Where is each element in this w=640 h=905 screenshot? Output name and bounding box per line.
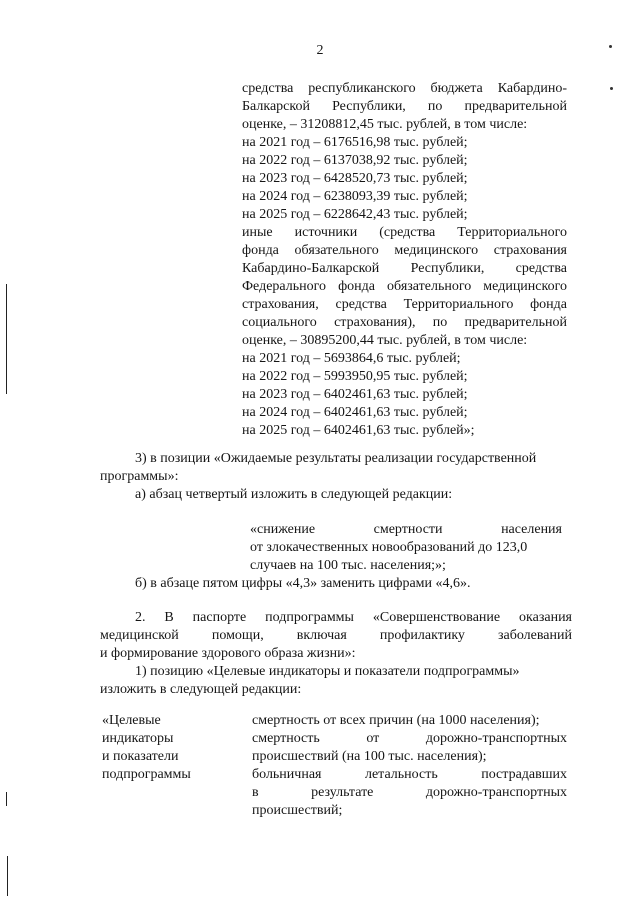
funding-line: на 2023 год – 6428520,73 тыс. рублей;: [242, 171, 468, 186]
funding-block: [242, 80, 567, 450]
funding-line: Кабардино-Балкарской Республики, средства: [242, 261, 567, 276]
item3-sub-a: а) абзац четвертый изложить в следующей редакции:: [135, 487, 453, 502]
funding-line: на 2024 год – 6238093,39 тыс. рублей;: [242, 189, 468, 204]
item3-heading: 3) в позиции «Ожидаемые результаты реализации государственной: [135, 451, 537, 466]
indicators-label-cell: [102, 712, 252, 792]
indicator-line: больничная летальность пострадавших: [252, 767, 567, 782]
scan-speck: [609, 45, 612, 48]
funding-line: на 2023 год – 6402461,63 тыс. рублей;: [242, 387, 468, 402]
funding-line: на 2021 год – 5693864,6 тыс. рублей;: [242, 351, 461, 366]
indicator-line: в результате дорожно-транспортных: [252, 785, 567, 800]
section2-line: и формирование здорового образа жизни»:: [100, 646, 356, 661]
funding-line: на 2025 год – 6228642,43 тыс. рублей;: [242, 207, 468, 222]
funding-line: иные источники (средства Территориального: [242, 225, 567, 240]
section2-line: 1) позицию «Целевые индикаторы и показатели подпрограммы»: [135, 664, 520, 679]
indicators-label: индикаторы: [102, 731, 174, 746]
funding-line: страхования, средства Территориального фонда: [242, 297, 567, 312]
page-number: 2: [316, 43, 324, 58]
indicators-label: и показатели: [102, 749, 179, 764]
funding-line: на 2022 год – 5993950,95 тыс. рублей;: [242, 369, 468, 384]
funding-line: Федерального фонда обязательного медицинского: [242, 279, 567, 294]
funding-line: на 2024 год – 6402461,63 тыс. рублей;: [242, 405, 468, 420]
funding-line: социального страхования), по предварительной: [242, 315, 567, 330]
indicator-line: смертность от дорожно-транспортных: [252, 731, 567, 746]
funding-line: Балкарской Республики, по предварительной: [242, 99, 567, 114]
scan-speck: [610, 87, 613, 90]
indicator-line: происшествий;: [252, 803, 343, 818]
scan-margin-line: [6, 792, 7, 806]
scan-margin-line: [7, 856, 8, 896]
section2-line: медицинской помощи, включая профилактику заболеваний: [100, 628, 572, 643]
section2-line: изложить в следующей редакции:: [100, 682, 302, 697]
indicators-label: «Целевые: [102, 713, 161, 728]
quote-line: «снижение смертности населения: [250, 522, 562, 537]
item3-heading-cont: программы»:: [100, 469, 179, 484]
item3-sub-b: б) в абзаце пятом цифры «4,3» заменить цифрами «4,6».: [135, 576, 471, 591]
indicators-label: подпрограммы: [102, 767, 191, 782]
indicator-line: смертность от всех причин (на 1000 населения);: [252, 713, 540, 728]
funding-line: на 2025 год – 6402461,63 тыс. рублей»;: [242, 423, 475, 438]
funding-line: оценке, – 31208812,45 тыс. рублей, в том числе:: [242, 117, 528, 132]
funding-line: фонда обязательного медицинского страхования: [242, 243, 567, 258]
quote-line: от злокачественных новообразований до 123,0: [250, 540, 528, 555]
indicator-line: происшествий (на 100 тыс. населения);: [252, 749, 487, 764]
funding-line: на 2021 год – 6176516,98 тыс. рублей;: [242, 135, 468, 150]
funding-line: на 2022 год – 6137038,92 тыс. рублей;: [242, 153, 468, 168]
section2-line: 2. В паспорте подпрограммы «Совершенствование оказания: [135, 610, 572, 625]
quote-line: случаев на 100 тыс. населения;»;: [250, 558, 446, 573]
funding-line: оценке, – 30895200,44 тыс. рублей, в том числе:: [242, 333, 528, 348]
indicators-value-cell: [252, 712, 567, 822]
funding-line: средства республиканского бюджета Кабардино-: [242, 81, 567, 96]
scan-margin-line: [6, 284, 7, 394]
